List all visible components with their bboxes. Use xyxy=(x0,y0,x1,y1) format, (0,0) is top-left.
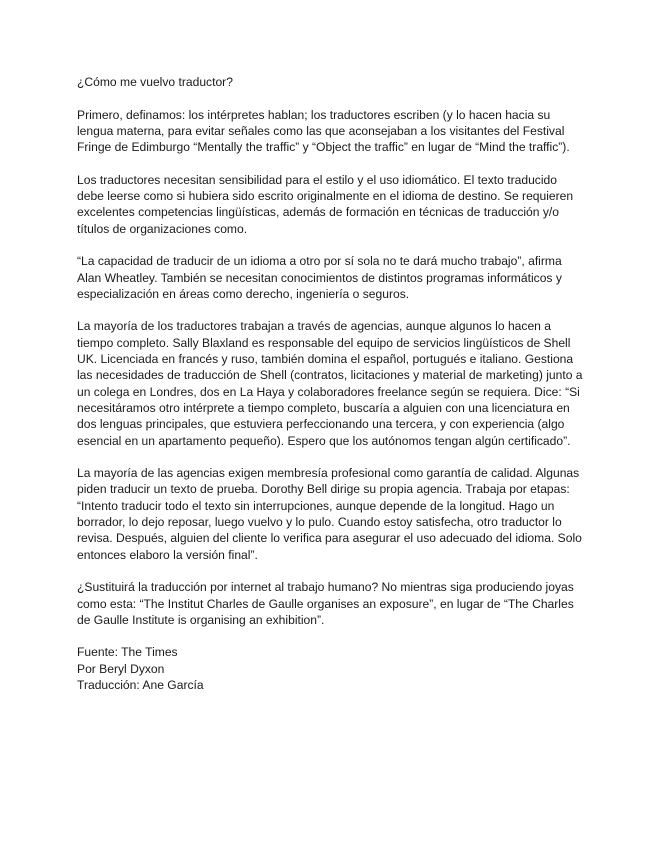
paragraph-definitions: Primero, definamos: los intérpretes hablan; los traductores escriben (y lo hacen hacia su lengua materna, para evitar señales como las que aconsejaban a los visitantes del Festival Fringe de Edimburgo “Mentally the traffic” y “Object the traffic” en lugar de “Mind the traffic”). xyxy=(77,107,570,155)
credits-block xyxy=(77,644,583,693)
paragraph-sensitivity: Los traductores necesitan sensibilidad para el estilo y el uso idiomático. El texto traducido debe leerse como si hubiera sido escrito originalmente en el idioma de destino. Se requieren excelentes competencias lingüísticas, además de formación en técnicas de traducción y/o títulos de organizaciones como. xyxy=(77,172,574,236)
paragraph-wheatley-quote: “La capacidad de traducir de un idioma a otro por sí sola no te dará mucho trabajo”, afirma Alan Wheatley. También se necesitan conocimientos de distintos programas informáticos y especialización en áreas como derecho, ingeniería o seguros. xyxy=(77,254,562,301)
credit-translation: Traducción: Ane García xyxy=(77,677,204,692)
paragraph-agencies-blaxland: La mayoría de los traductores trabajan a través de agencias, aunque algunos lo hacen a tiempo completo. Sally Blaxland es responsable del equipo de servicios lingüísticos de Shell UK. Licenciada en francés y ruso, también domina el español, portugués e italiano. Gestiona las necesidades de traducción de Shell (contratos, licitaciones y material de marketing) junto a un colega en Londres, dos en La Haya y colaboradores freelance según se requiera. Dice: “Si necesitáramos otro intérprete a tiempo completo, buscaría a alguien con una licenciatura en dos lenguas principales, que estuviera perfeccionando una tercera, y con experiencia (algo esencial en un apartamento pequeño). Espero que los autónomos tengan algún certificado”. xyxy=(77,319,583,448)
document-title: ¿Cómo me vuelvo traductor? xyxy=(77,75,233,89)
paragraph-internet-translation: ¿Sustituirá la traducción por internet al trabajo humano? No mientras siga produciendo joyas como esta: “The Institut Charles de Gaulle organises an exposure”, en lugar de “The Charles de Gaulle Institute is organising an exhibition”. xyxy=(77,580,574,627)
document-body xyxy=(77,74,583,693)
paragraph-agencies-bell: La mayoría de las agencias exigen membresía profesional como garantía de calidad. Algunas piden traducir un texto de prueba. Dorothy Bell dirige su propia agencia. Trabaja por etapas: “Intento traducir todo el texto sin interrupciones, aunque depende de la longitud. Hago un borrador, lo dejo reposar, luego vuelvo y lo pulo. Cuando estoy satisfecha, otro traductor lo revisa. Después, alguien del cliente lo verifica para asegurar el uso adecuado del idioma. Solo entonces elaboro la versión final”. xyxy=(77,466,582,562)
credit-author: Por Beryl Dyxon xyxy=(77,661,165,676)
credit-source: Fuente: The Times xyxy=(77,645,178,660)
